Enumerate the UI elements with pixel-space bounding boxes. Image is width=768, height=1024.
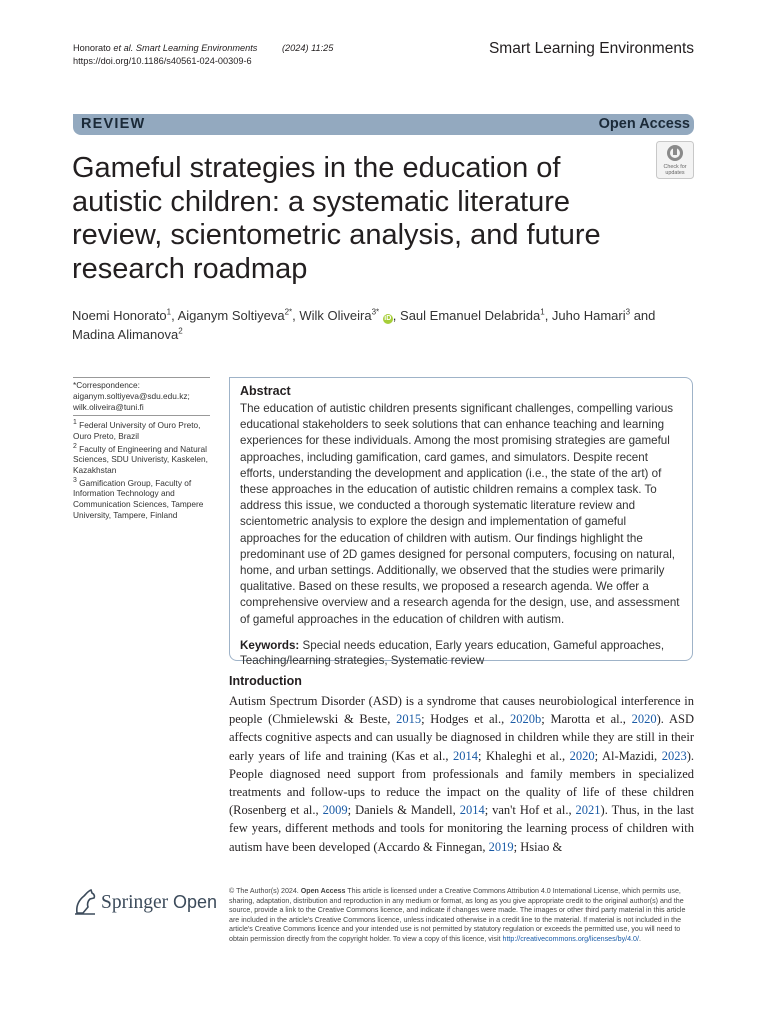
publisher-name: Springer [101, 892, 169, 913]
introduction-paragraph: Autism Spectrum Disorder (ASD) is a syndrome that causes neurobiological interference in people (Chmielewski & Beste, 2015; Hodges et al., 2020b; Marotta et al., 2020). ASD affects cognitive aspects and can usually be diagnosed in children while they are still in their early years of life and training (Kas et al., 2014; Khaleghi et al., 2020; Al-Mazidi, 2023). People diagnosed need support from professionals and family members in specialized treatments and follow-ups to reduce the impact on the quality of life of these children (Rosenberg et al., 2009; Daniels & Mandell, 2014; van't Hof et al., 2021). Thus, in the last few years, different methods and tools for monitoring the learning process of children with autism have been developed (Accardo & Finnegan, 2019; Hsiao & [229, 694, 694, 854]
section-heading-introduction: Introduction [229, 674, 302, 688]
citation-year-link[interactable]: 2020 [631, 712, 657, 727]
author-affiliation-sup: 1 [166, 307, 172, 317]
keywords-list: Special needs education, Early years education, Gameful approaches, Teaching/learning strategies, Systematic review [240, 638, 665, 668]
author-affiliation-sup: 2 [178, 326, 183, 336]
sidebar-rule [73, 415, 210, 416]
citation-authors: Honorato [73, 43, 111, 53]
author-affiliation-sup: 3* [371, 307, 380, 317]
correspondence-sidebar [73, 377, 211, 521]
publisher-wordmark [101, 892, 217, 914]
abstract-heading: Abstract [240, 384, 291, 398]
affiliation: $^1$ Federal University of Ouro Preto, Ouro Preto, Brazil [73, 419, 201, 441]
author-name: Aiganym Soltiyeva [177, 308, 285, 323]
keywords [240, 638, 682, 669]
article-type-label: REVIEW [81, 116, 146, 132]
affiliation: $^2$ Faculty of Engineering and Natural Sciences, SDU Univeristy, Kaskelen, Kazakhstan [73, 442, 208, 476]
check-for-updates-icon [656, 141, 694, 179]
email-link[interactable]: wilk.oliveira@tuni.fi [73, 401, 144, 412]
license-text: © The Author(s) 2024. Open Access This article is licensed under a Creative Commons Attribution 4.0 International License, which permits use, sharing, adaptation, distribution and reproduction in any medium or format, as long as you give appropriate credit to the original author(s) and the source, provide a link to the Creative Commons licence, and indicate if changes were made. The images or other third party material in this article are included in the article's Creative Commons licence, unless indicated otherwise in a credit line to the material. If material is not included in the article's Creative Commons licence and your intended use is not permitted by statutory regulation or exceeds the permitted use, you will need to obtain permission directly from the copyright holder. To view a copy of this licence, visit http://creativecommons.org/licenses/by/4.0/. [229, 887, 686, 943]
author-name: Juho Hamari [551, 308, 626, 323]
citation-year: (2024) 11:25 [281, 43, 334, 53]
svg-text:Check for: Check for [663, 164, 687, 170]
journal-name: Smart Learning Environments [488, 40, 694, 57]
doi-link[interactable]: https://doi.org/10.1186/s40561-024-00309-6 [73, 56, 252, 66]
svg-text:updates: updates [665, 170, 685, 176]
author-affiliation-sup: 1 [540, 307, 545, 317]
running-header [73, 42, 333, 68]
keywords-label: Keywords: [240, 638, 300, 652]
citation-year-link[interactable]: 2023 [661, 748, 687, 763]
article-type-band [73, 114, 694, 135]
citation-year-link[interactable]: 2019 [488, 839, 514, 854]
citation-year-link[interactable]: 2020b [510, 712, 542, 727]
affiliation: $^3$ Gamification Group, Faculty of Information Technology and Communication Sciences, Tampere University, Tampere, Finland [73, 476, 204, 521]
author-name: Saul Emanuel Delabrida [400, 308, 541, 323]
check-for-updates-badge[interactable] [656, 141, 694, 179]
citation-year-link[interactable]: 2015 [396, 712, 422, 727]
author-affiliation-sup: 3 [625, 307, 631, 317]
citation-year-link[interactable]: 2021 [575, 803, 601, 818]
correspondence-label: *Correspondence: [73, 380, 140, 390]
citation-year-link[interactable]: 2020 [569, 748, 595, 763]
license-link[interactable]: http://creativecommons.org/licenses/by/4.0/ [502, 934, 639, 943]
author-name: Wilk Oliveira [299, 308, 372, 323]
article-title: Gameful strategies in the education of autistic children: a systematic literature review, scientometric analysis, and future research roadmap [72, 152, 601, 285]
author-list: Noemi Honorato$^1$, Aiganym Soltiyeva$^{2*}$, Wilk Oliveira$^{3*}$ iD , Saul Emanuel Delabrida$^1$, Juho Hamari$^3$ and Madina Alimanova$^2$ [72, 307, 656, 342]
abstract-box [229, 377, 693, 668]
citation-year-link[interactable]: 2009 [322, 803, 348, 818]
author-name: Noemi Honorato [72, 308, 167, 323]
citation-etal: et al. [113, 43, 134, 53]
citation-year-link[interactable]: 2014 [459, 803, 485, 818]
email-link[interactable]: aiganym.soltiyeva@sdu.edu.kz; [73, 390, 190, 401]
publisher-suffix: Open [173, 892, 218, 912]
author-name: Madina Alimanova [72, 327, 179, 342]
author-affiliation-sup: 2* [284, 307, 293, 317]
abstract-text: The education of autistic children presents significant challenges, compelling various educational stakeholders to seek solutions that can enhance teaching and learning experiences for these individuals. Among the most promising strategies are gameful approaches, including gamification, card games, and simulators. Despite recent efforts, understanding the development and application (i.e., the state of the art) of these approaches in the education of autistic children remains a complex task. To address this issue, we conducted a thorough systematic literature review and scientometric analysis to explore the design and implementation of gameful approaches for the education of children with autism. Our findings highlight the predominant use of 2D games designed for personal computers, focusing on natural, home, and urban settings. Additionally, we observed that the studies were primarily qualitative. Based on these results, we proposed a research agenda. We offer a comprehensive overview and a research agenda for the design, use, and assessment of gameful approaches in the education of children with autism. [240, 402, 680, 626]
springer-horse-icon [73, 888, 97, 916]
open-access-label: Open Access [598, 116, 690, 132]
orcid-icon[interactable]: iD [384, 315, 392, 322]
sidebar-rule [73, 377, 210, 378]
citation-year-link[interactable]: 2014 [452, 748, 478, 763]
citation-journal: Smart Learning Environments [135, 43, 258, 53]
